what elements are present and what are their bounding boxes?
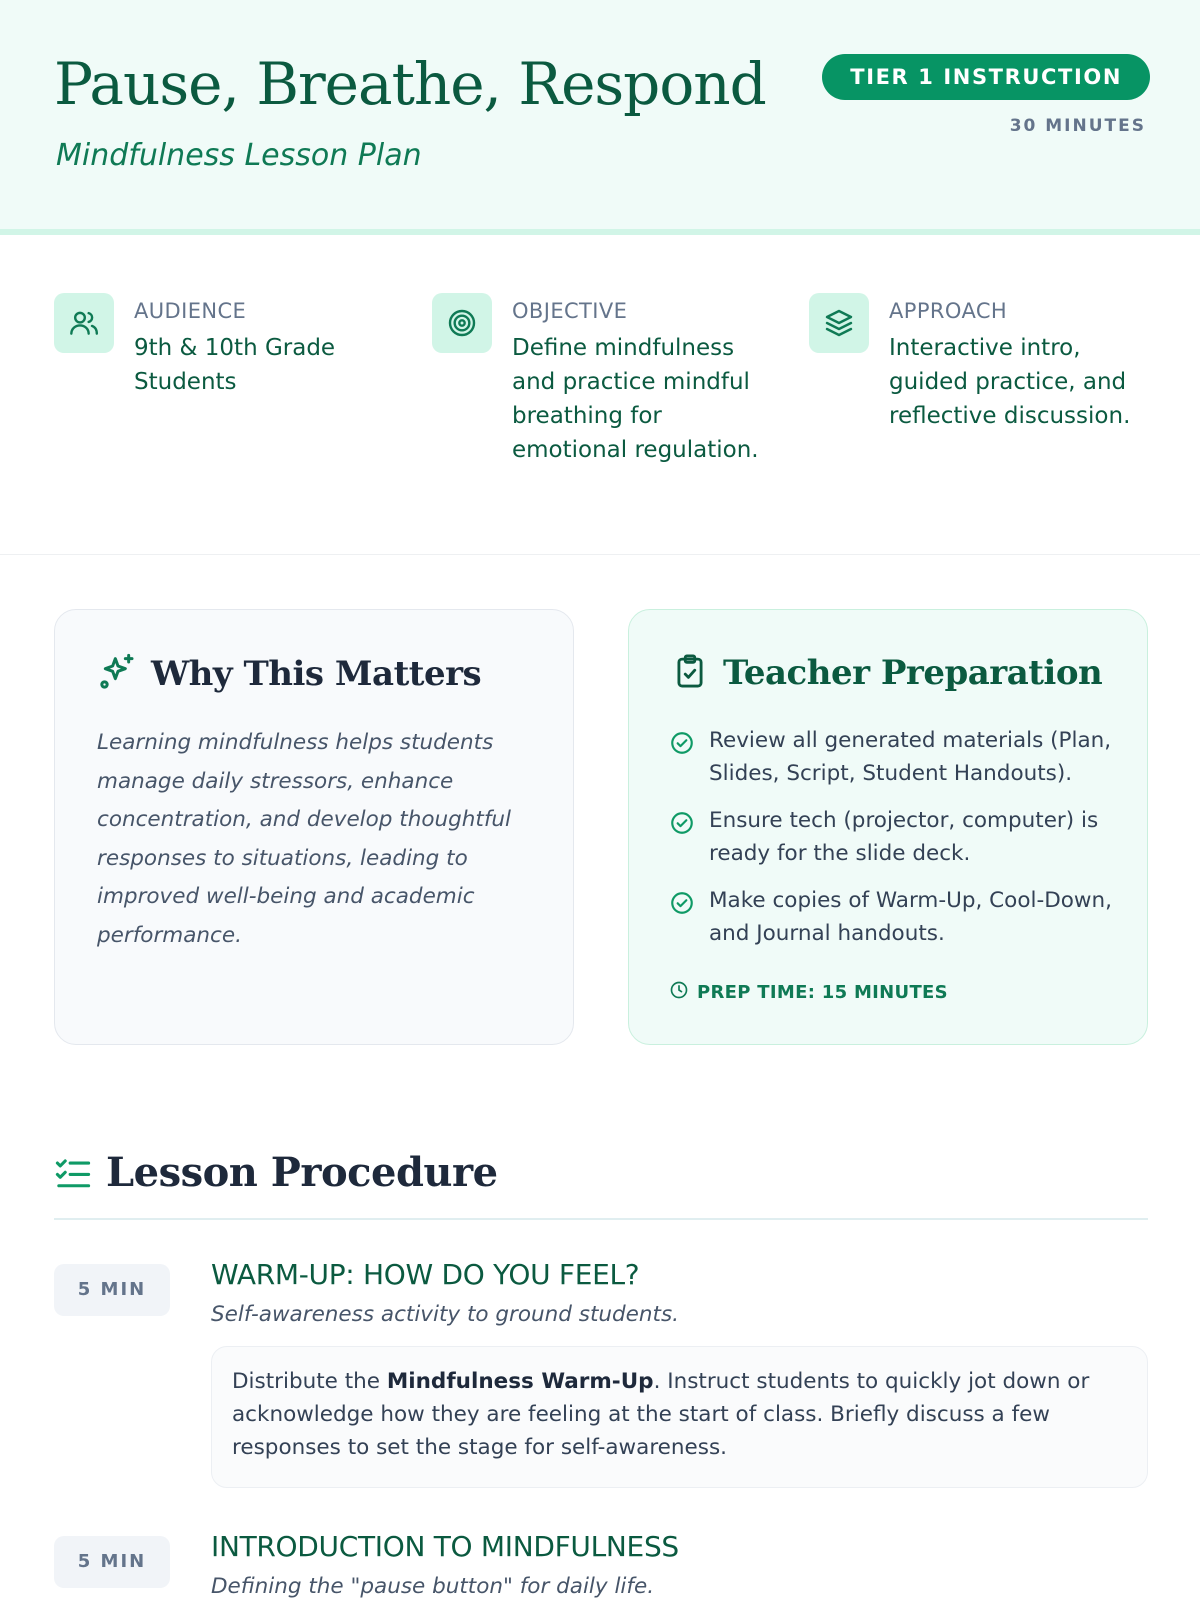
meta-label: APPROACH xyxy=(889,299,1008,323)
prep-time-label: PREP TIME: 15 MINUTES xyxy=(697,982,948,1003)
why-this-matters-card xyxy=(54,609,574,1045)
meta-label: OBJECTIVE xyxy=(512,299,628,323)
step-title: WARM-UP: HOW DO YOU FEEL? xyxy=(211,1258,640,1291)
list-checks-icon xyxy=(54,1150,92,1194)
card-title: Teacher Preparation xyxy=(723,653,1103,693)
list-item xyxy=(669,724,1119,790)
meta-value: Interactive intro, guided practice, and reflective discussion. xyxy=(889,335,1131,429)
step-subtitle: Defining the "pause button" for daily life. xyxy=(211,1574,655,1599)
lesson-duration: 30 MINUTES xyxy=(1009,116,1146,136)
why-text: Learning mindfulness helps students manage daily stressors, enhance concentration, and develop thoughtful responses to situations, leading to improved well-being and academic performance. xyxy=(97,730,512,948)
users-icon xyxy=(54,293,114,353)
step-body-text: Distribute the xyxy=(232,1369,387,1394)
procedure-header xyxy=(54,1150,1148,1220)
check-circle-icon xyxy=(669,884,695,950)
target-icon xyxy=(432,293,492,353)
lesson-overview xyxy=(0,235,1200,555)
tier-badge: TIER 1 INSTRUCTION xyxy=(822,54,1150,100)
step-time-badge: 5 MIN xyxy=(54,1536,170,1588)
prep-item-text: Ensure tech (projector, computer) is ready for the slide deck. xyxy=(709,808,1099,866)
prep-time xyxy=(669,980,948,1005)
step-title: INTRODUCTION TO MINDFULNESS xyxy=(211,1530,679,1563)
card-header xyxy=(671,652,1102,694)
card-title: Why This Matters xyxy=(151,654,482,694)
list-item xyxy=(669,804,1119,870)
list-item xyxy=(669,884,1119,950)
teacher-preparation-card xyxy=(628,609,1148,1045)
page-subtitle: Mindfulness Lesson Plan xyxy=(56,138,422,173)
prep-checklist xyxy=(669,724,1119,964)
step-subtitle: Self-awareness activity to ground students. xyxy=(211,1302,679,1327)
step-body-text: . Instruct students to quickly jot down or acknowledge how they are feeling at the start of class. Briefly discuss a few responses to set the stage for self-awareness. xyxy=(232,1369,1090,1460)
section-title: Lesson Procedure xyxy=(106,1149,498,1196)
handout-name: Mindfulness Warm-Up xyxy=(386,1369,654,1394)
check-circle-icon xyxy=(669,724,695,790)
clock-icon xyxy=(669,980,689,1005)
step-time-badge: 5 MIN xyxy=(54,1264,170,1316)
meta-value: Define mindfulness and practice mindful breathing for emotional regulation. xyxy=(512,335,759,463)
page-title: Pause, Breathe, Respond xyxy=(54,50,766,118)
card-header xyxy=(97,652,481,696)
layers-icon xyxy=(809,293,869,353)
clipboard-check-icon xyxy=(671,652,709,694)
step-body xyxy=(211,1346,1148,1488)
lesson-header xyxy=(0,0,1200,235)
prep-item-text: Review all generated materials (Plan, Slides, Script, Student Handouts). xyxy=(709,728,1112,786)
check-circle-icon xyxy=(669,804,695,870)
meta-value: 9th & 10th Grade Students xyxy=(134,335,336,395)
meta-label: AUDIENCE xyxy=(134,299,247,323)
prep-item-text: Make copies of Warm-Up, Cool-Down, and Journal handouts. xyxy=(709,888,1112,946)
sparkles-icon xyxy=(97,652,137,696)
